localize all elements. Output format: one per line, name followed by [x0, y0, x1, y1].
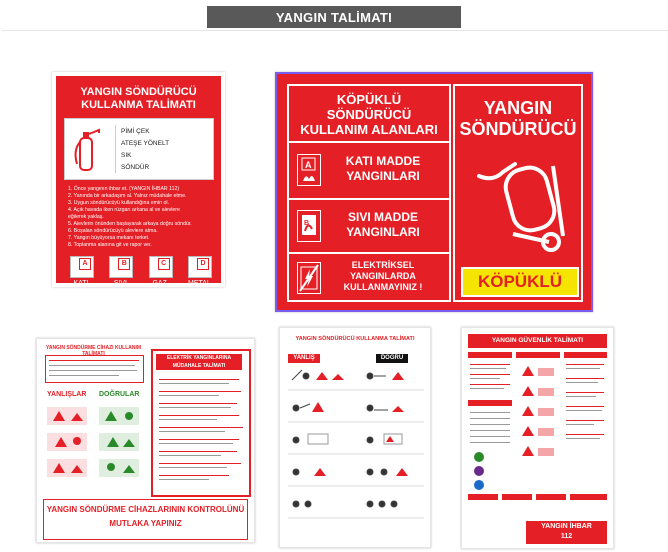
fire-class-b — [109, 256, 131, 287]
fire-extinguisher-trolley-icon — [473, 146, 573, 256]
steps-list — [68, 186, 218, 249]
class-label: KATI — [73, 280, 89, 287]
col-right-label: DOĞRU — [376, 354, 408, 363]
fire-extinguisher-icon — [71, 124, 103, 174]
footer-line1: YANGIN SÖNDÜRME CİHAZLARININ KONTROLÜNÜ — [46, 505, 245, 514]
class-letter: C — [158, 258, 170, 270]
right-title-line1: YANGIN — [483, 98, 553, 118]
class-letter: B — [118, 258, 130, 270]
right-title-line2: MÜDAHALE TALİMATI — [172, 363, 226, 369]
step-text: 8. Toplanma alanına git ve rapor ver. — [68, 242, 152, 248]
product-card-kopuklu-sondurucu[interactable] — [275, 72, 593, 312]
step-text: eğilerek yaklaş. — [68, 214, 104, 220]
right-panel — [453, 84, 583, 302]
product-card-yangin-sondurucu-kullanma[interactable] — [52, 72, 225, 287]
row-liquid — [297, 206, 447, 246]
box-item: PİMİ ÇEK — [121, 128, 150, 135]
footer-emergency — [526, 521, 607, 544]
class-letter: A — [79, 258, 91, 270]
page-title: YANGIN TALİMATI — [207, 6, 461, 28]
footer-line1: YANGIN İHBAR — [541, 523, 592, 530]
sign-title-line2: KULLANMA TALİMATI — [81, 99, 196, 111]
step-text: 2. Yanında bir arkadaşım al. Yalnız müdahale etme. — [68, 193, 187, 199]
step-text: 1. Önce yangının ihbar et. (YANGIN İHBAR 112) — [68, 186, 180, 192]
left-column — [41, 343, 146, 493]
left-title-line3: KULLANIM ALANLARI — [300, 122, 438, 137]
liquid-fire-icon — [297, 210, 321, 242]
fire-class-row — [70, 256, 210, 287]
col-right-label: DOĞRULAR — [99, 391, 140, 398]
foam-badge: KÖPÜKLÜ — [461, 267, 579, 297]
col-wrong-label: YANLIŞ — [288, 354, 320, 363]
row-electrical — [297, 258, 447, 298]
class-label: SIVI — [113, 280, 127, 287]
product-card-sondurucu-kullanma-yanlis-dogru[interactable] — [279, 327, 431, 548]
right-title-line2: SÖNDÜRÜCÜ — [459, 119, 577, 139]
solid-fire-icon — [297, 154, 321, 186]
left-panel — [287, 84, 451, 302]
row-line2: YANGINLARI — [346, 169, 420, 183]
wrong-illustrations — [45, 403, 89, 491]
right-title-line1: ELEKTRİK YANGINLARINA — [166, 355, 232, 361]
step-text: 5. Alevlerin önünden başlayarak arkaya doğru söndür. — [68, 221, 192, 227]
footer-line2: 112 — [560, 533, 573, 540]
sign-title-line1: YANGIN SÖNDÜRÜCÜ — [80, 86, 197, 98]
box-item: SÖNDÜR — [121, 164, 150, 171]
svg-text:B: B — [304, 220, 310, 227]
right-column — [151, 349, 251, 497]
footer — [43, 499, 248, 540]
electrical-fire-icon — [297, 262, 321, 294]
fire-class-a — [70, 256, 92, 287]
row-solid — [297, 150, 447, 190]
class-label: GAZ — [152, 280, 167, 287]
box-item: ATEŞE YÖNELT — [121, 140, 170, 147]
divider — [2, 30, 668, 31]
instruction-box — [64, 118, 214, 180]
row-line1: SIVI MADDE — [347, 210, 418, 224]
card-title: YANGIN GÜVENLİK TALİMATI — [468, 334, 607, 348]
svg-text:A: A — [305, 160, 312, 170]
row-line2: YANGINLARDA — [350, 271, 416, 281]
product-card-sondurme-cihazi-kullanim[interactable] — [36, 338, 255, 543]
row-line2: YANGINLARI — [346, 225, 420, 239]
right-illustrations — [97, 403, 141, 491]
box-item: SIK — [121, 152, 132, 159]
class-letter: D — [197, 258, 209, 270]
left-title-line1: KÖPÜKLÜ — [336, 92, 402, 107]
left-title-line2: SÖNDÜRÜCÜ — [326, 107, 412, 122]
fire-class-c — [149, 256, 171, 287]
footer-line2: MUTLAKA YAPINIZ — [109, 519, 182, 528]
class-label: METAL — [187, 280, 211, 287]
left-title: YANGIN SÖNDÜRME CİHAZI KULLANIM TALİMATI — [45, 345, 142, 357]
illustration-grid — [288, 366, 424, 536]
fire-class-d — [188, 256, 210, 287]
col-wrong-label: YANLIŞLAR — [47, 391, 87, 398]
row-line1: ELEKTRİKSEL — [351, 260, 415, 270]
step-text: 7. Yangın büyüyorsa mekanı terket. — [68, 235, 150, 241]
product-card-yangin-guvenlik-talimati[interactable] — [461, 327, 614, 549]
step-text: 6. Boşalan söndürücüyü alevlere atma. — [68, 228, 158, 234]
content-grid — [468, 352, 607, 502]
step-text: 3. Uygun söndürücüyü kullandığına emin ol. — [68, 200, 169, 206]
card-title: YANGIN SÖNDÜRÜCÜ KULLANMA TALİMATI — [295, 336, 415, 342]
sign-background — [56, 76, 221, 287]
step-text: 4. Açık havada iken rüzgarı arkana al ve alevlere — [68, 207, 180, 213]
row-line3: KULLANMAYINIZ ! — [343, 282, 423, 292]
row-line1: KATI MADDE — [345, 154, 421, 168]
